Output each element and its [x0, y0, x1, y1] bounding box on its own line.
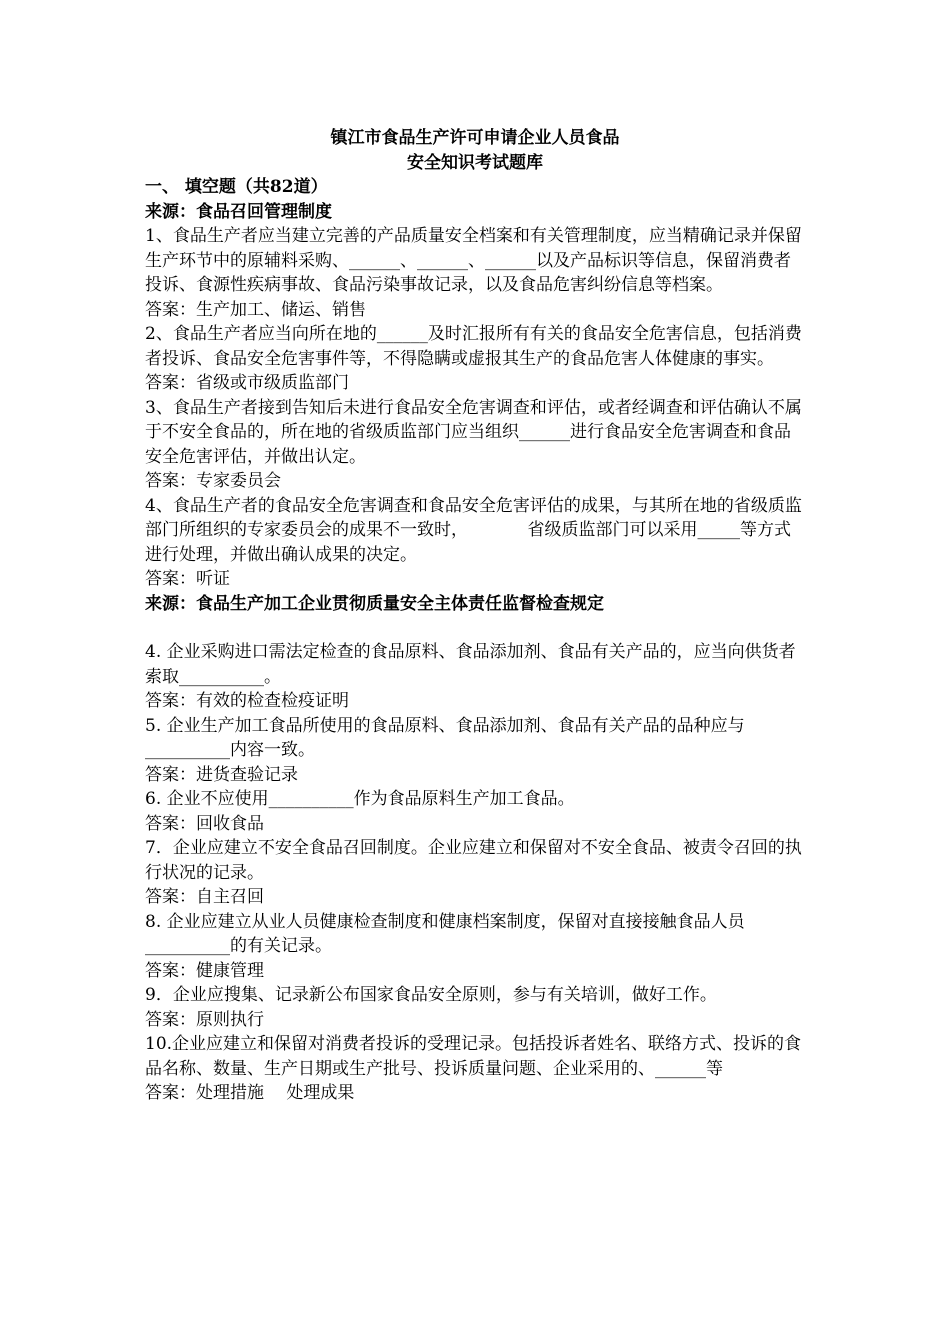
document-body: [145, 175, 807, 1106]
answer-text: 答案：处理措施 处理成果: [145, 1083, 355, 1103]
question-text: 6. 企业不应使用__________作为食品原料生产加工食品。: [145, 789, 575, 809]
document-title-line-2: 安全知识考试题库: [407, 153, 543, 173]
answer-text: 答案：自主召回: [145, 887, 264, 907]
answer-text: 答案：进货查验记录: [145, 764, 298, 785]
question-text: 2、食品生产者应当向所在地的______及时汇报所有有关的食品安全危害信息，包括消费者投诉、食品安全危害事件等，不得隐瞒或虚报其生产的食品危害人体健康的事实。: [145, 324, 802, 369]
document-title-line-1: 镇江市食品生产许可申请企业人员食品: [330, 128, 620, 148]
question-text: 10.企业应建立和保留对消费者投诉的受理记录。包括投诉者姓名、联络方式、投诉的食品名称、数量、生产日期或生产批号、投诉质量问题、企业采用的、______等: [145, 1034, 802, 1079]
source-heading: 来源：食品生产加工企业贯彻质量安全主体责任监督检查规定: [145, 593, 604, 614]
question-text: 8. 企业应建立从业人员健康检查制度和健康档案制度，保留对直接接触食品人员__________的有关记录。: [145, 911, 745, 956]
answer-text: 答案：生产加工、储运、销售: [145, 299, 366, 320]
question-text: 3、食品生产者接到告知后未进行食品安全危害调查和评估，或者经调查和评估确认不属于不安全食品的，所在地的省级质监部门应当组织______进行食品安全危害调查和食品安全危害评估，并做出认定。: [145, 397, 802, 467]
question-text: 5. 企业生产加工食品所使用的食品原料、食品添加剂、食品有关产品的品种应与__________内容一致。: [145, 715, 745, 760]
blank-line: [145, 616, 807, 640]
answer-text: 答案：原则执行: [145, 1009, 264, 1030]
answer-text: 答案：回收食品: [145, 813, 264, 834]
answer-text: 答案：健康管理: [145, 960, 264, 981]
question-text: 9．企业应搜集、记录新公布国家食品安全原则，参与有关培训，做好工作。: [145, 985, 717, 1005]
answer-text: 答案：专家委员会: [145, 471, 281, 491]
answer-text: 答案：听证: [145, 569, 230, 589]
source-heading: 来源：食品召回管理制度: [145, 201, 332, 222]
answer-text: 答案：省级或市级质监部门: [145, 373, 349, 393]
question-text: 7．企业应建立不安全食品召回制度。企业应建立和保留对不安全食品、被责令召回的执行状况的记录。: [145, 838, 802, 883]
question-text: 4. 企业采购进口需法定检查的食品原料、食品添加剂、食品有关产品的，应当向供货者索取__________。: [145, 642, 796, 687]
answer-text: 答案：有效的检查检疫证明: [145, 691, 349, 711]
question-text: 4、食品生产者的食品安全危害调查和食品安全危害评估的成果，与其所在地的省级质监部门所组织的专家委员会的成果不一致时， 省级质监部门可以采用_____等方式进行处理，并做出确认成果的决定。: [145, 495, 802, 565]
question-text: 1、食品生产者应当建立完善的产品质量安全档案和有关管理制度，应当精确记录并保留生产环节中的原辅料采购、______、______、______以及产品标识等信息，保留消费者投诉、食源性疾病事故、食品污染事故记录，以及食品危害纠纷信息等档案。: [145, 226, 802, 295]
section-heading: 一、 填空题（共82道）: [145, 177, 328, 197]
